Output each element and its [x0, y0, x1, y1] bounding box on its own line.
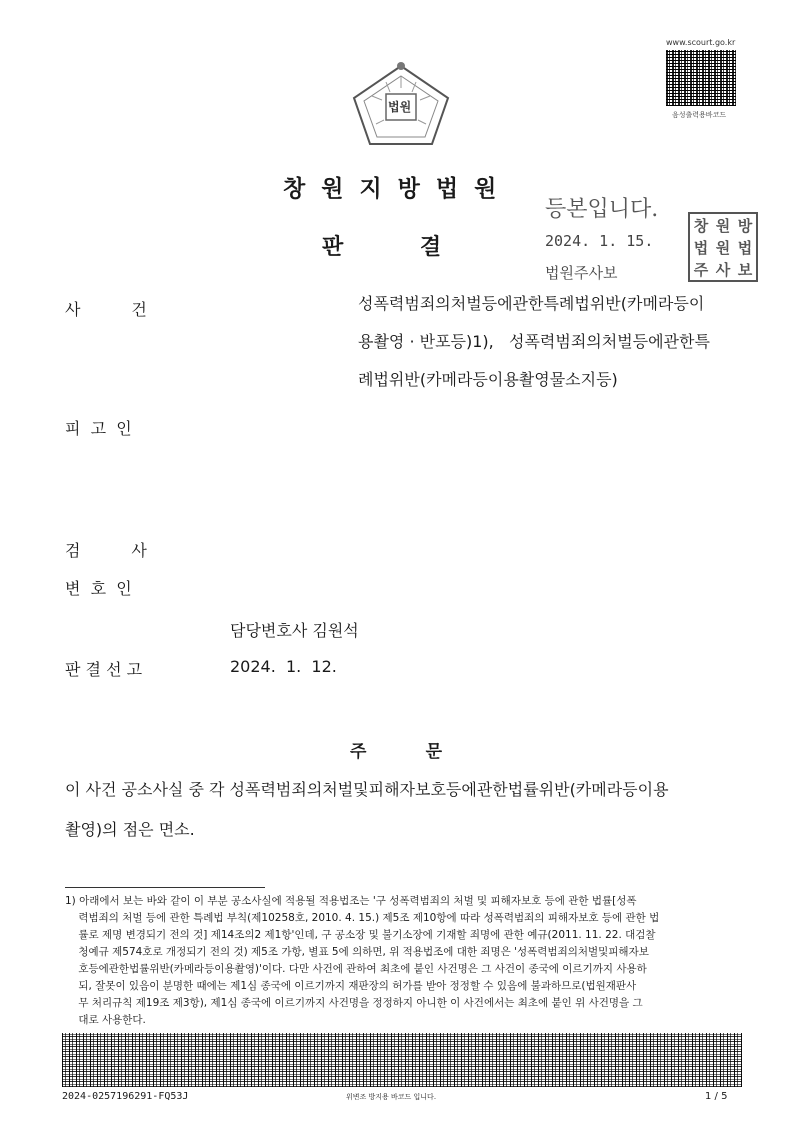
order-line: 이 사건 공소사실 중 각 성폭력범죄의처벌및피해자보호등에관한법률위반(카메라등이용 — [65, 780, 669, 799]
footnote — [65, 893, 755, 1029]
seal-char: 사 — [715, 260, 731, 279]
seal-char: 법 — [693, 238, 709, 257]
counsel-name: 담당변호사 김원석 — [230, 621, 359, 640]
footnote-line: 1) 아래에서 보는 바와 같이 이 부분 공소사실에 적용될 적용법조는 '구 성폭력범죄의 처벌 및 피해자보호 등에 관한 법률[성폭 — [65, 895, 637, 907]
seal-char: 주 — [693, 260, 709, 279]
order-text — [65, 770, 765, 850]
footnote-line: 청예규 제574호로 개정되기 전의 것) 제5조 가항, 별표 5에 의하면, 위 적용법조에 대한 죄명은 '성폭력범죄의처벌및피해자보 — [65, 946, 649, 958]
seal-char: 원 — [715, 238, 731, 257]
court-name: 창 원 지 방 법 원 — [283, 176, 501, 202]
footnote-line: 대로 사용한다. — [65, 1014, 146, 1026]
prosecutor-label: 검 사 — [65, 541, 147, 560]
voice-barcode — [666, 50, 736, 106]
seal-char: 창 — [693, 216, 709, 235]
document-number: 2024-0257196291-FQ53J — [62, 1091, 189, 1102]
court-url: www.scourt.go.kr — [666, 38, 736, 47]
defendant-label: 피 고 인 — [65, 419, 132, 438]
footnote-line: 호등에관한법률위반(카메라등이용촬영)'이다. 다만 사건에 관하여 최초에 붙인 사건명은 그 사건이 종국에 이르기까지 사용하 — [65, 963, 647, 975]
case-name-line: 용촬영 · 반포등)1), 성폭력범죄의처벌등에관한특 — [358, 332, 710, 351]
case-name-line: 성폭력범죄의처벌등에관한특례법위반(카메라등이 — [358, 294, 705, 313]
certification-officer: 법원주사보 — [545, 264, 618, 282]
barcode-notice: 위변조 방지용 바코드 입니다. — [346, 1093, 437, 1101]
seal-char: 보 — [737, 260, 753, 279]
court-emblem — [346, 58, 456, 148]
seal-char: 법 — [737, 238, 753, 257]
emblem-text: 법원 — [388, 100, 412, 114]
case-label: 사 건 — [65, 300, 147, 319]
anti-forgery-barcode — [62, 1033, 742, 1087]
certified-copy-stamp: 등본입니다. — [545, 197, 659, 222]
case-name-line: 례법위반(카메라등이용촬영물소지등) — [358, 370, 618, 389]
footnote-line: 무 처리규칙 제19조 제3항), 제1심 종국에 이르기까지 사건명을 정정하지 아니한 이 사건에서는 최초에 붙인 위 사건명을 그 — [65, 997, 643, 1009]
footnote-line: 률로 제명 변경되기 전의 것] 제14조의2 제1항'인데, 구 공소장 및 불기소장에 기재할 죄명에 관한 예규(2011. 11. 22. 대검찰 — [65, 929, 656, 941]
certification-date: 2024. 1. 15. — [545, 232, 654, 250]
footnote-line: 력범죄의 처벌 등에 관한 특례법 부칙(제10258호, 2010. 4. 15.) 제5조 제10항에 따라 성폭력범죄의 피해자보호 등에 관한 법 — [65, 912, 660, 924]
seal-char: 원 — [715, 216, 731, 235]
document-title: 판 결 — [322, 235, 442, 260]
case-name — [358, 285, 758, 399]
order-heading: 주 문 — [350, 742, 443, 762]
voice-barcode-caption: 음성출력용바코드 — [672, 111, 727, 119]
counsel-label: 변 호 인 — [65, 579, 132, 598]
footnote-line: 되, 잘못이 있음이 분명한 때에는 제1심 종국에 이르기까지 재판장의 허가를 받아 정정할 수 있음에 불과하므로(법원재판사 — [65, 980, 637, 992]
sentence-date-label: 판 결 선 고 — [65, 660, 143, 679]
court-seal — [688, 212, 758, 282]
order-line: 촬영)의 점은 면소. — [65, 820, 195, 839]
sentence-date: 2024. 1. 12. — [230, 657, 337, 676]
footnote-divider — [65, 887, 265, 888]
page-number: 1 / 5 — [705, 1091, 728, 1102]
seal-char: 방 — [737, 216, 753, 235]
